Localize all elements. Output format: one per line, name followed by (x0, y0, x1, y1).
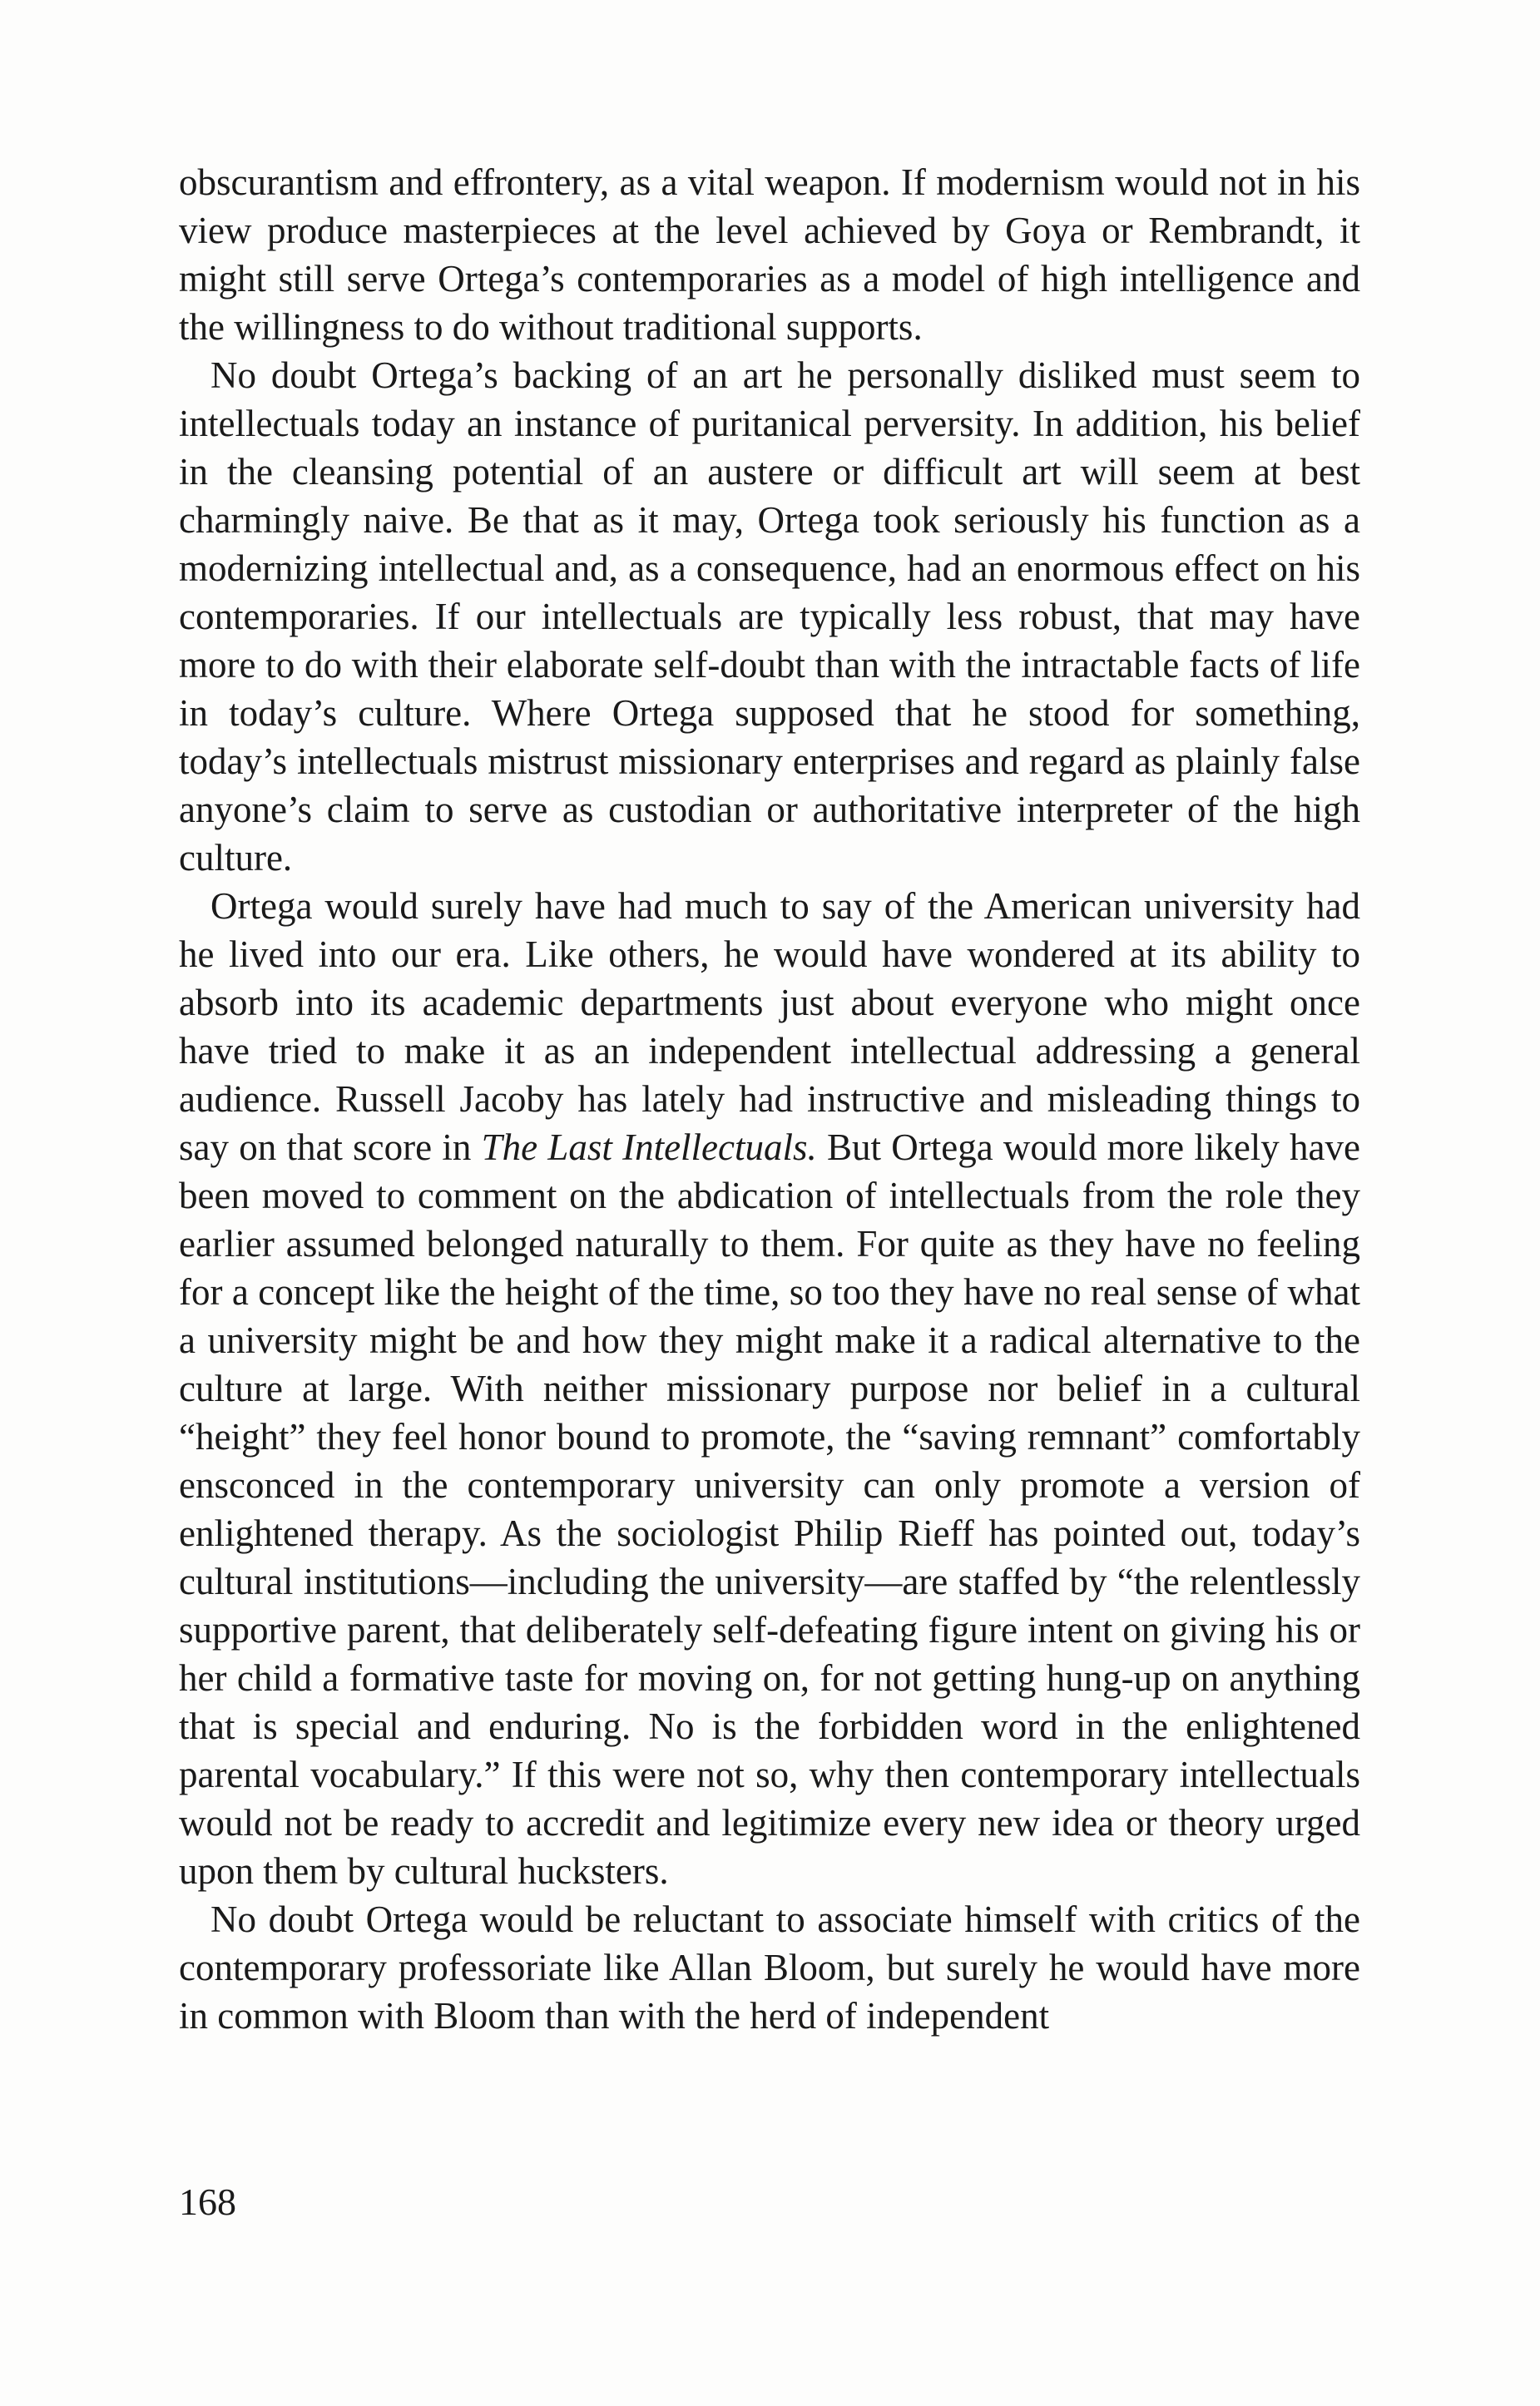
body-text (179, 158, 1360, 2040)
page-number: 168 (179, 2181, 236, 2223)
book-title-the-last-intellectuals: The Last Intellectuals. (481, 1126, 817, 1168)
paragraph-3 (179, 882, 1360, 1895)
paragraph-2: No doubt Ortega’s backing of an art he personally disliked must seem to intellectuals today an instance of puritanical perversity. In addition, his belief in the cleansing potential of an austere or difficult art will seem at best charmingly naive. Be that as it may, Ortega took seriously his function as a modernizing intellectual and, as a consequence, had an enormous effect on his contemporaries. If our intellectuals are typically less robust, that may have more to do with their elaborate self-doubt than with the intractable facts of life in today’s culture. Where Ortega supposed that he stood for something, today’s intellectuals mistrust missionary enterprises and regard as plainly false anyone’s claim to serve as custodian or authoritative interpreter of the high culture. (179, 354, 1360, 879)
paragraph-1: obscurantism and effrontery, as a vital weapon. If modernism would not in his view produce masterpieces at the level achieved by Goya or Rembrandt, it might still serve Ortega’s contemporaries as a model of high intelligence and the willingness to do without traditional supports. (179, 161, 1360, 348)
paragraph-3-part-1: Ortega would surely have had much to say of the American university had he lived into our era. Like others, he would have wondered at its ability to absorb into its academic departments just about everyone who might once have tried to make it as an independent intellectual addressing a general audience. Russell Jacoby has lately had instructive and misleading things to say on that score in (179, 885, 1360, 1168)
paragraph-3-part-2: But Ortega would more likely have been moved to comment on the abdication of intellectuals from the role they earlier assumed belonged naturally to them. For quite as they have no feeling for a concept like the height of the time, so too they have no real sense of what a university might be and how they might make it a radical alternative to the culture at large. With neither missionary purpose nor belief in a cultural “height” they feel honor bound to promote, the “saving remnant” comfortably ensconced in the contemporary university can only promote a version of enlightened therapy. As the sociologist Philip Rieff has pointed out, today’s cultural institutions—including the university—are staffed by “the relentlessly supportive parent, that deliberately self-defeating figure intent on giving his or her child a formative taste for moving on, for not getting hung-up on anything that is special and enduring. No is the forbidden word in the enlightened parental vocabulary.” If this were not so, why then contemporary intellectuals would not be ready to accredit and legitimize every new idea or theory urged upon them by cultural hucksters. (179, 1126, 1360, 1892)
paragraph-4: No doubt Ortega would be reluctant to associate himself with critics of the contemporary professoriate like Allan Bloom, but surely he would have more in common with Bloom than with the herd of independent (179, 1899, 1360, 2037)
